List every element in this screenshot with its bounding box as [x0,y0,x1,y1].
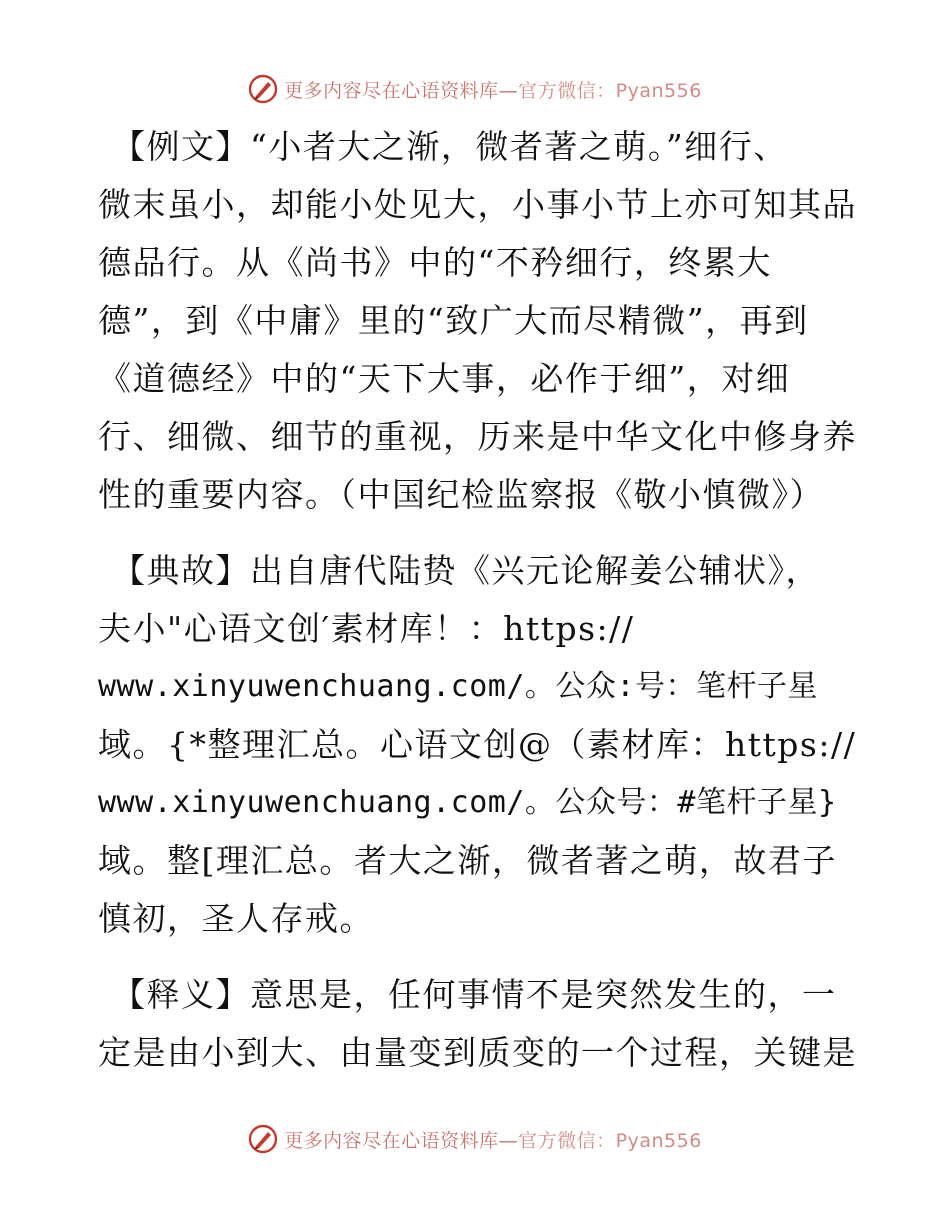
text-line: 微末虽小，却能小处见大，小事小节上亦可知其品 [98,185,857,224]
pen-logo-icon [248,1124,278,1154]
text-line: 行、细微、细节的重视，历来是中华文化中修身养 [98,417,857,456]
text-line: 【释义】意思是，任何事情不是突然发生的，一 [112,975,837,1014]
document-body [98,118,858,1100]
text-line: 慎初，圣人存戒。 [98,899,374,938]
pen-logo-icon [248,74,278,104]
text-line: 域。整[理汇总。者大之渐，微者著之萌，故君子 [98,841,837,880]
text-line: 【例文】“小者大之渐，微者著之萌。”细行、 [112,127,788,166]
text-line: www.xinyuwenchuang.com/。公众:号：笔杆子星 [98,669,818,704]
paragraph-meaning [98,966,858,1082]
text-line: 夫小"心语文创′素材库！：https:// [98,609,635,648]
text-line: 性的重要内容。（中国纪检监察报《敬小慎微》） [98,475,824,514]
text-line: 德”，到《中庸》里的“致广大而尽精微”，再到 [98,301,809,340]
footer-banner [0,1122,950,1156]
text-line: 域。{*整理汇总。心语文创@（素材库：https:// [98,725,857,764]
text-line: 德品行。从《尚书》中的“不矜细行，终累大 [98,243,772,282]
header-banner [0,72,950,106]
paragraph-allusion [98,542,858,948]
header-banner-text: 更多内容尽在心语资料库—官方微信：Pyan556 [284,79,702,102]
footer-banner-text: 更多内容尽在心语资料库—官方微信：Pyan556 [284,1129,702,1152]
text-line: 《道德经》中的“天下大事，必作于细”，对细 [98,359,791,398]
text-line: 【典故】出自唐代陆贽《兴元论解姜公辅状》， [112,551,820,590]
text-line: www.xinyuwenchuang.com/。公众号：#笔杆子星} [98,785,837,820]
paragraph-example [98,118,858,524]
text-line: 定是由小到大、由量变到质变的一个过程，关键是 [98,1033,857,1072]
